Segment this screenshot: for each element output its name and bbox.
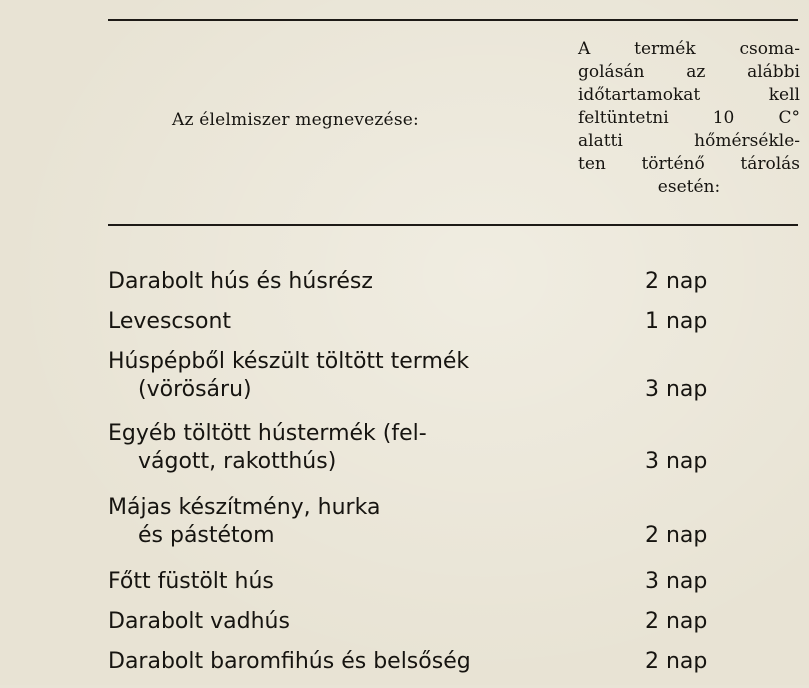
table-row bbox=[108, 348, 808, 420]
storage-duration: 2 nap bbox=[645, 523, 708, 548]
table-row bbox=[108, 608, 808, 648]
storage-duration: 3 nap bbox=[645, 377, 708, 402]
food-name bbox=[108, 268, 598, 296]
storage-duration: 3 nap bbox=[645, 449, 708, 474]
header-line: alatti hőmérsékle- bbox=[578, 131, 800, 151]
header-line: A termék csoma- bbox=[578, 39, 800, 59]
header-line: esetén: bbox=[657, 177, 721, 197]
storage-duration: 1 nap bbox=[645, 309, 708, 334]
table-row bbox=[108, 308, 808, 348]
storage-duration: 2 nap bbox=[645, 269, 708, 294]
food-name-line: Húspépből készült töltött termék bbox=[108, 349, 470, 374]
header-bottom-rule bbox=[108, 224, 798, 226]
table-row bbox=[108, 648, 808, 688]
storage-duration: 3 nap bbox=[645, 569, 708, 594]
food-name-line: Darabolt hús és húsrész bbox=[108, 269, 373, 294]
storage-table bbox=[108, 268, 808, 688]
food-name-line: Darabolt baromfihús és belsőség bbox=[108, 649, 471, 674]
header-line: feltüntetni 10 C° bbox=[578, 108, 800, 128]
food-name-line: Egyéb töltött hústermék (fel- bbox=[108, 421, 427, 446]
food-name bbox=[108, 608, 598, 636]
table-row bbox=[108, 494, 808, 568]
food-name bbox=[108, 308, 598, 336]
table-row bbox=[108, 420, 808, 494]
header-line: időtartamokat kell bbox=[578, 85, 800, 105]
food-name-line: Darabolt vadhús bbox=[108, 609, 290, 634]
table-row bbox=[108, 268, 808, 308]
food-name-line: és pástétom bbox=[138, 523, 275, 548]
storage-duration: 2 nap bbox=[645, 649, 708, 674]
food-name-line: Levescsont bbox=[108, 309, 232, 334]
food-name-line: vágott, rakotthús) bbox=[138, 449, 337, 474]
food-name bbox=[108, 420, 598, 476]
food-name bbox=[108, 494, 598, 550]
food-name bbox=[108, 568, 598, 596]
header-line: ten történő tárolás bbox=[578, 154, 800, 174]
food-name bbox=[108, 648, 598, 676]
table-row bbox=[108, 568, 808, 608]
food-name-line: Főtt füstölt hús bbox=[108, 569, 274, 594]
column-header-storage-time bbox=[578, 38, 800, 199]
food-name-line: Májas készítmény, hurka bbox=[108, 495, 381, 520]
storage-duration: 2 nap bbox=[645, 609, 708, 634]
top-rule bbox=[108, 19, 798, 21]
column-header-food-name: Az élelmiszer megnevezése: bbox=[172, 110, 419, 130]
food-name bbox=[108, 348, 598, 404]
header-line: golásán az alábbi bbox=[578, 62, 800, 82]
food-name-line: (vörösáru) bbox=[138, 377, 252, 402]
